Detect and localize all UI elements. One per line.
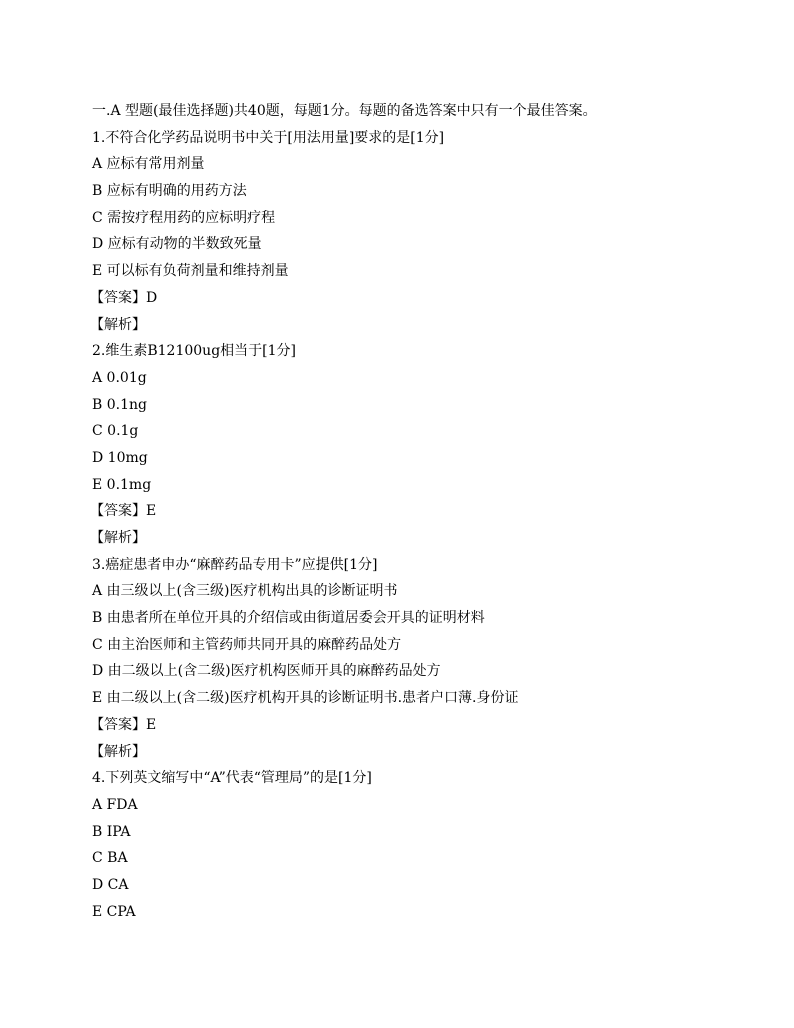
question-stem: 4.下列英文缩写中“A”代表“管理局”的是[1分] <box>92 770 372 787</box>
option-c: C 需按疗程用药的应标明疗程 <box>92 209 276 226</box>
option-a: A FDA <box>92 796 138 813</box>
option-e: E 由二级以上(含二级)医疗机构开具的诊断证明书.患者户口薄.身份证 <box>92 690 519 707</box>
option-b: B 0.1ng <box>92 396 147 413</box>
analysis-label: 【解析】 <box>90 316 146 333</box>
question-stem: 3.癌症患者申办“麻醉药品专用卡”应提供[1分] <box>92 556 378 573</box>
option-a: A 0.01g <box>92 369 147 386</box>
question-stem: 2.维生素B12100ug相当于[1分] <box>92 343 296 360</box>
option-a: A 由三级以上(含三级)医疗机构出具的诊断证明书 <box>92 583 398 600</box>
answer-label: 【答案】D <box>90 289 158 306</box>
option-b: B 由患者所在单位开具的介绍信或由街道居委会开具的证明材料 <box>92 610 485 627</box>
option-c: C BA <box>92 850 128 867</box>
option-b: B IPA <box>92 823 131 840</box>
option-d: D CA <box>92 876 129 893</box>
option-d: D 应标有动物的半数致死量 <box>92 236 262 253</box>
analysis-label: 【解析】 <box>90 530 146 546</box>
option-c: C 由主治医师和主管药师共同开具的麻醉药品处方 <box>92 636 402 653</box>
option-d: D 由二级以上(含二级)医疗机构医师开具的麻醉药品处方 <box>92 663 441 680</box>
answer-label: 【答案】E <box>90 503 157 520</box>
question-block <box>92 765 772 925</box>
question-block <box>92 338 772 552</box>
question-block <box>92 552 772 766</box>
option-e: E 0.1mg <box>92 476 152 493</box>
option-b: B 应标有明确的用药方法 <box>92 183 247 200</box>
option-e: E 可以标有负荷剂量和维持剂量 <box>92 263 289 280</box>
option-a: A 应标有常用剂量 <box>92 156 205 173</box>
question-stem: 1.不符合化学药品说明书中关于[用法用量]要求的是[1分] <box>92 129 445 146</box>
option-e: E CPA <box>92 903 136 920</box>
option-d: D 10mg <box>92 449 148 466</box>
option-c: C 0.1g <box>92 423 139 440</box>
question-block <box>92 125 772 339</box>
exam-page <box>92 98 772 925</box>
analysis-label: 【解析】 <box>90 743 146 760</box>
section-heading: 一.A 型题(最佳选择题)共40题，每题1分。每题的备选答案中只有一个最佳答案。 <box>92 103 597 119</box>
answer-label: 【答案】E <box>90 716 157 733</box>
